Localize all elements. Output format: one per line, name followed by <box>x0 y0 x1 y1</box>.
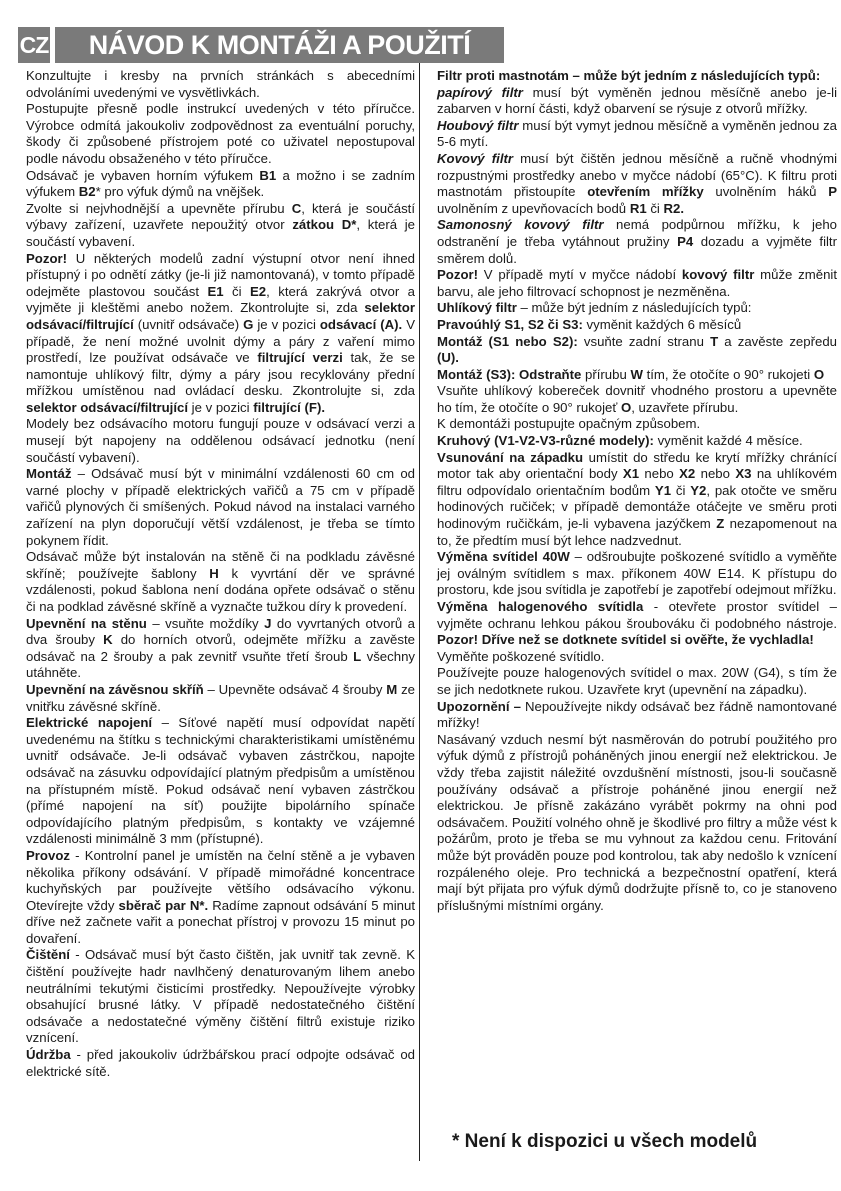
body-text: a možno i se zadním výfukem <box>26 167 415 200</box>
emphasis-text: Pravoúhlý S1, S2 či S3: <box>437 316 583 332</box>
body-text: musí být vyměněn jednou měsíčně anebo je-li zabarven v horní části, když obarvení se rýsuje z otvorů mřížky. <box>437 84 837 117</box>
body-text: Používejte pouze halogenových svítidel o max. 20W (G4), s tím že se jich nedotknete rukou. Uzavřete kryt (upevnění na západku). <box>437 665 837 697</box>
emphasis-text: H <box>209 565 219 581</box>
paragraph <box>26 1047 415 1080</box>
body-text: Vsuňte uhlíkový kobereček dovnitř vhodného prostoru a upevněte ho tím, že otočíte o 90° rukojeť <box>437 383 837 415</box>
body-text: Radíme zapnout odsávání 5 minut dříve než začnete vařit a ponechat přístroj v provozu 15 minut po dovaření. <box>26 897 415 946</box>
body-text: je v pozici <box>187 399 254 415</box>
body-text: do vyvrtaných otvorů a dva šrouby <box>26 615 415 648</box>
body-text: - Kontrolní panel je umístěn na čelní stěně a je vybaven několika příkony odsávání. V případě mimořádné koncentrace kuchyňských par používejte většího odsávacího výkonu. Otevírejte vždy <box>26 847 415 913</box>
column-divider <box>419 63 420 1161</box>
body-text: - před jakoukoliv údržbářskou prací odpojte odsávač od elektrické sítě. <box>26 1047 415 1079</box>
body-text: uvolněním z upevňovacích bodů <box>437 200 630 216</box>
body-text: musí být čištěn jednou měsíčně a ručně vhodnými rozpustnými prostředky anebo v myčce nádobí (65°C). K filtru proti mastnotám přistoupíte <box>437 150 837 200</box>
body-text: umístit do středu ke krytí mřížky chránící motor tak aby orientační body <box>437 449 837 482</box>
emphasis-text: P4 <box>677 233 694 249</box>
emphasis-text: Elektrické napojení <box>26 715 153 731</box>
body-text: Modely bez odsávacího motoru fungují pouze v odsávací verzi a musejí být napojeny na oddělenou odsávací jednotku (není součástí vybavení). <box>26 416 415 465</box>
body-text: k vyvrtání děr ve správné vzdálenosti, pokud šablona není dodána opřete odsávač o stěnu či na podklad závěsné skříně a vyznačte tužkou díry k provedení. <box>26 565 415 614</box>
paragraph <box>437 118 837 151</box>
body-text: K demontáži postupujte opačným způsobem. <box>437 416 701 432</box>
body-text: – odšroubujte poškozené svítidlo a vyměňte jej oválným svítidlem s max. příkonem 40W E14. K přístupu do prostoru, kde jsou svítidla je zapotřebí je zapotřebí odejmout mřížku. <box>437 549 837 598</box>
emphasis-text: Údržba <box>26 1047 71 1063</box>
emphasis-text: B1 <box>259 167 277 183</box>
body-text: – Upevněte odsávač 4 šrouby <box>203 681 387 697</box>
paragraph <box>26 947 415 1047</box>
paragraph <box>26 168 415 201</box>
emphasis-text: Samonosný kovový filtr <box>437 217 604 233</box>
paragraph <box>437 85 837 118</box>
body-text: - Odsávač musí být často čištěn, jak uvnitř tak zevně. K čištění používejte hadr navlhčený denaturovaným lihem anebo neutrálními tekutými čisticími prostředky. Nepoužívejte výrobky obsahující brusné látky. V případě nedostatečného čištění odsávače a nedostatečné výměny čištění filtrů existuje riziko vznícení. <box>26 947 415 1046</box>
emphasis-text: Pozor! Dříve než se dotknete svítidel si ověřte, že vychladla! <box>437 632 814 648</box>
body-text: V případě mytí v myčce nádobí <box>478 267 682 283</box>
emphasis-text: Montáž <box>26 466 72 482</box>
body-text: – Síťové napětí musí odpovídat napětí uvedenému na štítku s technickými charakteristikami umístěnému uvnitř odsávače. Je-li odsávač vybaven zástrčkou, napojte odsávač na zásuvku odpovídající platným předpisům a umístěnou na přístupném místě. Pokud odsávač není vybaven zástrčkou (přímé napojení na síť) použijte bipolárního spínače odpovídajícího platným předpisům, s kontakty ve vzájemné vzdálenosti minimálně 3 mm (přístupné). <box>26 715 415 847</box>
emphasis-text: R1 <box>629 200 647 216</box>
paragraph <box>437 217 837 267</box>
emphasis-text: Kovový filtr <box>437 150 514 166</box>
paragraph <box>26 416 415 466</box>
body-text: či <box>223 283 251 299</box>
body-text: na uhlíkovém filtru odpovídalo orientačním bodům <box>437 466 837 498</box>
body-text: V případě, že není možné uvolnit dýmy a páry z vaření mimo prostředí, lze používat odsávače ve <box>26 316 415 366</box>
paragraph <box>437 416 837 433</box>
emphasis-text: R2. <box>663 200 685 216</box>
emphasis-text: Upozornění – <box>437 698 521 714</box>
body-text: nezapomenout na to, že předtím musí být lehce nadzvednut. <box>437 516 837 548</box>
emphasis-text: C <box>291 200 302 216</box>
paragraph <box>437 433 837 450</box>
emphasis-text: Y1 <box>654 482 672 498</box>
body-text: Nasávaný vzduch nesmí být nasměrován do potrubí použitého pro výfuk dýmů z přístrojů poháněných jinou energií než elektrickou. Je vždy třeba zajistit náležité ovzdušnění místnosti, jsou-li současně používány odsávač a přístroje poháněné jinou energií než elektrickou. Je přísně zakázáno vyrábět pokrmy na ohni pod odsávačem. Použití volného ohně je škodlivé pro filtry a může vést k požárům, proto je třeba se mu vyhnout za každou cenu. Fritování může být prováděn pouze pod kontrolou, tak aby nedošlo k vznícení rozpáleného oleje. Pro technická a bezpečnostní opatření, která mají být přijata pro výfuk dýmů dodržujte přísně to, co je stanoveno příslušnými místními orgány. <box>437 731 837 913</box>
emphasis-text: Y2 <box>690 482 707 498</box>
emphasis-text: X2 <box>679 466 696 482</box>
paragraph <box>26 682 415 715</box>
language-badge: CZ <box>18 27 50 63</box>
body-text: ze vnitřku závěsné skříně. <box>26 681 415 714</box>
paragraph <box>437 699 837 732</box>
emphasis-text: Houbový filtr <box>437 117 519 133</box>
paragraph <box>437 334 837 367</box>
emphasis-text: E1 <box>207 283 224 299</box>
emphasis-text: Montáž (S1 nebo S2): <box>437 333 578 349</box>
paragraph <box>437 317 837 334</box>
emphasis-text: Pozor! <box>437 267 479 283</box>
body-text: do horních otvorů, odejměte mřížku a zavěste odsávač na 2 šrouby a pak zevnitř vsuňte třetí šroub <box>26 632 415 664</box>
paragraph <box>437 599 837 649</box>
emphasis-text: kovový filtr <box>681 267 755 283</box>
body-text: přírubu <box>581 366 631 382</box>
emphasis-text: X3 <box>735 466 752 482</box>
paragraph <box>26 848 415 948</box>
emphasis-text: Pozor! <box>26 250 68 266</box>
emphasis-text: Výměna halogenového svítidla <box>437 599 644 614</box>
paragraph <box>26 466 415 549</box>
body-text: Zvolte si nejvhodnější a upevněte přírubu <box>26 200 292 216</box>
body-text: Odsávač je vybaven horním výfukem <box>26 167 260 183</box>
body-text: U některých modelů zadní výstupní otvor není ihned přístupný i po odnětí zátky (je-li již namontovaná), v tomto případě odejměte plastovou součást <box>26 250 415 299</box>
body-text: , pak otočte ve směru hodinových ručiček; v případě demontáže otáčejte ve směru proti hodinovým ručičkám, je-li vybavena jazýčkem <box>437 482 837 532</box>
body-text: nemá podpůrnou mřížku, k jeho odstranění je třeba vytáhnout pružiny <box>437 217 837 249</box>
emphasis-text: O <box>813 366 825 382</box>
emphasis-text: papírový filtr <box>437 84 523 100</box>
emphasis-text: Montáž (S3): Odstraňte <box>437 366 582 382</box>
emphasis-text: Vsunování na západku <box>437 449 584 465</box>
body-text: , uzavřete přírubu. <box>631 399 739 415</box>
body-text: – vsuňte moždíky <box>146 615 265 631</box>
paragraph <box>437 549 837 599</box>
emphasis-text: selektor odsávací/filtrující <box>26 300 415 332</box>
body-text: nebo <box>639 466 680 482</box>
emphasis-text: J <box>264 615 272 631</box>
emphasis-text: X1 <box>622 466 640 482</box>
paragraph <box>26 616 415 682</box>
paragraph <box>437 732 837 915</box>
body-text: (uvnitř odsávače) <box>133 316 244 332</box>
emphasis-text: Z <box>716 516 725 532</box>
paragraph <box>437 649 837 666</box>
paragraph <box>437 68 837 85</box>
body-text: Nepoužívejte nikdy odsávač bez řádně namontované mřížky! <box>437 698 837 731</box>
paragraph <box>437 367 837 384</box>
body-text: uvolněním háků <box>703 184 829 200</box>
emphasis-text: G <box>243 316 254 332</box>
body-text: a zavěste zepředu <box>718 333 837 349</box>
right-column <box>437 68 837 914</box>
body-text: Vyměňte poškozené svítidlo. <box>437 648 605 664</box>
emphasis-text: zátkou D* <box>292 217 357 233</box>
emphasis-text: O <box>620 399 632 415</box>
emphasis-text: Výměna svítidel 40W <box>437 549 570 565</box>
paragraph <box>437 300 837 317</box>
emphasis-text: T <box>710 333 719 349</box>
emphasis-text: B2 <box>78 184 96 200</box>
body-text: , která je součástí výbavy zařízení, uzavřete nepoužitý otvor <box>26 200 415 233</box>
body-text: tak, že se namontuje uhlíkový filtr, dýmy a páry jsou recyklovány přední mřížkou umístěnou nad ovládací desku. Zkontrolujte si, zda <box>26 350 415 399</box>
body-text: vsuňte zadní stranu <box>577 333 711 349</box>
paragraph <box>437 151 837 217</box>
emphasis-text: filtrující verzi <box>257 350 343 366</box>
emphasis-text: selektor odsávací/filtrující <box>26 399 188 415</box>
body-text: - otevřete prostor svítidel – vyjměte ochranu lehkou pákou šroubováku či podobného nástroje. <box>437 599 837 631</box>
emphasis-text: L <box>353 648 362 664</box>
paragraph <box>26 715 415 848</box>
body-text: Odsávač může být instalován na stěně či na podkladu závěsné skříně; používejte šablony <box>26 549 415 581</box>
paragraph <box>437 267 837 300</box>
body-text: – Odsávač musí být v minimální vzdálenosti 60 cm od varné plochy v případě elektrických vařičů a 75 cm v případě vařičů plynových či smíšených. Pokud návod na instalaci varného zařízení na plyn doporučují větší vzdálenost, je třeba se tímto pokynem řídit. <box>26 466 415 548</box>
emphasis-text: Filtr proti mastnotám – může být jedním z následujících typů: <box>437 68 821 83</box>
body-text: Konzultujte i kresby na prvních stránkách s abecedními odvoláními uvedenými ve vysvětlivkách. <box>26 68 415 100</box>
emphasis-text: K <box>103 632 113 648</box>
page-title: NÁVOD K MONTÁŽI A POUŽITÍ <box>55 27 504 63</box>
emphasis-text: odsávací (A). <box>319 316 403 332</box>
body-text: tím, že otočíte o 90° rukojeti <box>642 366 814 382</box>
emphasis-text: Kruhový (V1-V2-V3-různé modely): <box>437 433 654 449</box>
paragraph <box>437 383 837 416</box>
paragraph <box>26 68 415 101</box>
paragraph <box>437 665 837 698</box>
body-text: je v pozici <box>253 316 320 332</box>
emphasis-text: Čištění <box>26 947 70 963</box>
paragraph <box>26 251 415 417</box>
emphasis-text: E2 <box>250 283 267 299</box>
left-column <box>26 68 415 1080</box>
body-text: – může být jedním z následujících typů: <box>516 300 752 316</box>
emphasis-text: Upevnění na stěnu <box>26 615 147 631</box>
emphasis-text: filtrující (F). <box>253 399 326 415</box>
body-text: či <box>646 200 664 216</box>
body-text: , která je součástí vybavení. <box>26 217 415 249</box>
footnote: * Není k dispozici u všech modelů <box>452 1131 758 1152</box>
paragraph <box>26 549 415 615</box>
emphasis-text: P <box>828 184 837 200</box>
paragraph <box>26 201 415 251</box>
emphasis-text: Provoz <box>26 847 70 863</box>
body-text: dozadu a vyjměte filtr směrem dolů. <box>437 233 837 266</box>
body-text: vyměnit každých 6 měsíců <box>582 316 742 332</box>
body-text: Postupujte přesně podle instrukcí uvedených v této příručce. Výrobce odmítá jakoukoliv zodpovědnost za eventuální poruchy, škody či způsobené přístrojem poté co uživatel nepostupoval podle návodu obsaženého v této příručce. <box>26 101 415 166</box>
emphasis-text: sběrač par N*. <box>118 897 209 913</box>
emphasis-text: Uhlíkový filtr <box>437 300 517 316</box>
body-text: , která zakrývá otvor a vyjměte ji kleštěmi anebo nožem. Zkontrolujte si, zda <box>26 283 415 316</box>
emphasis-text: W <box>630 366 643 382</box>
body-text: či <box>671 482 691 498</box>
paragraph <box>26 101 415 167</box>
body-text: nebo <box>695 466 736 482</box>
paragraph <box>437 450 837 550</box>
emphasis-text: M <box>386 681 398 697</box>
body-text: * pro výfuk dýmů na vnějšek. <box>95 184 265 200</box>
emphasis-text: (U). <box>437 350 459 366</box>
body-text: může změnit barvu, ale jeho filtrovací schopnost je nezměněna. <box>437 267 838 299</box>
body-text: všechny utáhněte. <box>26 648 415 681</box>
emphasis-text: otevřením mřížky <box>587 184 704 200</box>
emphasis-text: Upevnění na závěsnou skříň <box>26 681 204 697</box>
body-text: musí být vymyt jednou měsíčně a vyměněn jednou za 5-6 mytí. <box>437 117 837 150</box>
body-text: vyměnit každé 4 měsíce. <box>653 433 803 449</box>
